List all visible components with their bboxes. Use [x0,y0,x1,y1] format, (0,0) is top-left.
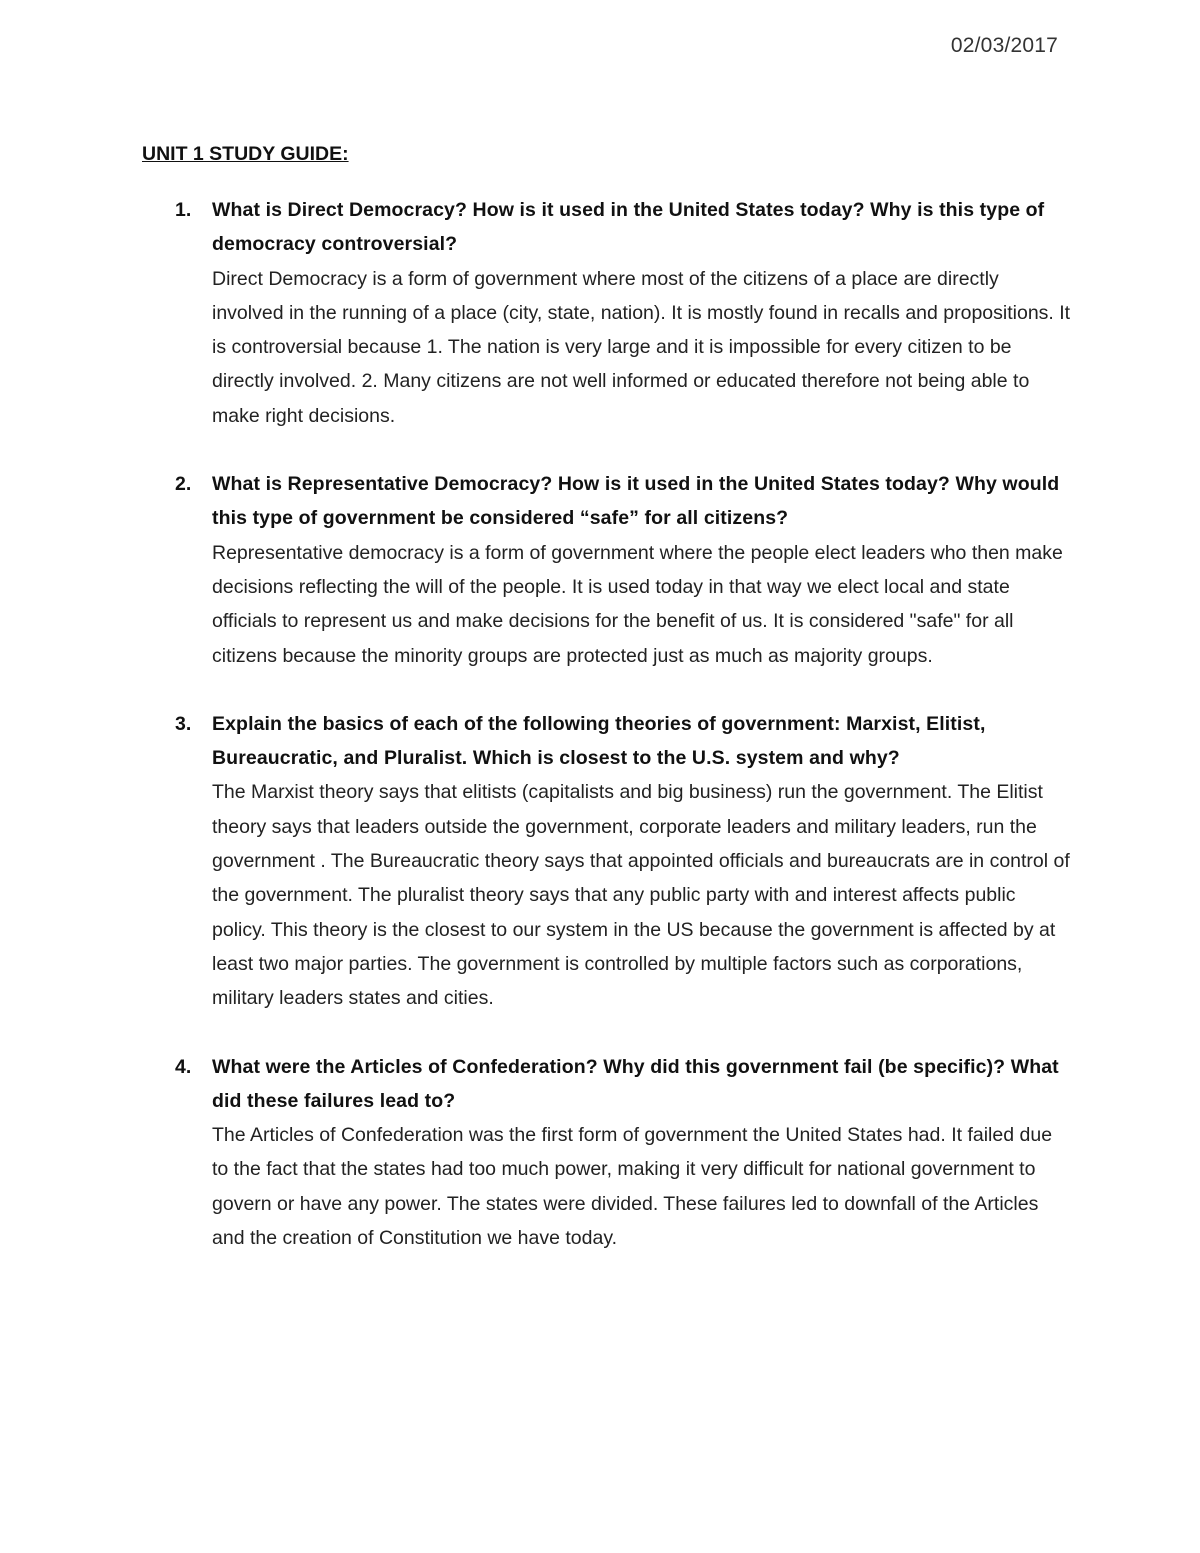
answer-text: The Articles of Confederation was the first form of government the United States had. It failed due to the fact that the states had too much power, making it very difficult for national government to govern or have any power. The states were divided. These failures led to downfall of the Articles and the creation of Constitution we have today. [212,1124,1053,1250]
question-item [142,467,1072,673]
document-title: UNIT 1 STUDY GUIDE: [142,143,349,165]
question-text: What is Direct Democracy? How is it used in the United States today? Why is this type of democracy controversial? [212,199,1045,256]
question-item [142,193,1072,433]
answer-text: The Marxist theory says that elitists (capitalists and big business) run the government. The Elitist theory says that leaders outside the government, corporate leaders and military leaders, run the government . The Bureaucratic theory says that appointed officials and bureaucrats are in control of the government. The pluralist theory says that any public party with and interest affects public policy. This theory is the closest to our system in the US because the government is affected by at least two major parties. The government is controlled by multiple factors such as corporations, military leaders states and cities. [212,781,1070,1010]
question-text: Explain the basics of each of the following theories of government: Marxist, Elitist, Bureaucratic, and Pluralist. Which is closest to the U.S. system and why? [212,712,986,770]
question-number: 1. [175,199,192,221]
question-number: 2. [175,473,192,496]
question-item [142,1050,1072,1256]
answer-text: Direct Democracy is a form of government where most of the citizens of a place are directly involved in the running of a place (city, state, nation). It is mostly found in recalls and propositions. It is controversial because 1. The nation is very large and it is impossible for every citizen to be directly involved. 2. Many citizens are not well informed or educated therefore not being able to make right decisions. [212,267,1071,427]
question-number: 4. [175,1055,192,1078]
answer-text: Representative democracy is a form of government where the people elect leaders who then make decisions reflecting the will of the people. It is used today in that way we elect local and state officials to represent us and make decisions for the benefit of us. It is considered "safe" for all citizens because the minority groups are protected just as much as majority groups. [212,541,1063,667]
question-number: 3. [175,712,192,735]
document-date: 02/03/2017 [950,34,1058,57]
question-text: What is Representative Democracy? How is it used in the United States today? Why would this type of government be considered “safe” for all citizens? [212,473,1060,530]
question-item [142,707,1072,1016]
question-list [142,193,1072,1289]
question-text: What were the Articles of Confederation? Why did this government fail (be specific)? What did these failures lead to? [212,1055,1059,1112]
